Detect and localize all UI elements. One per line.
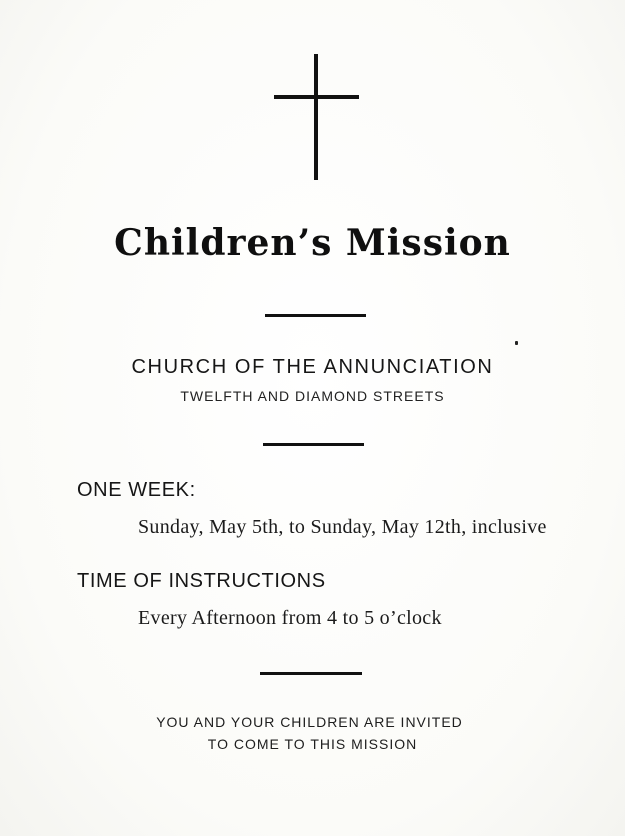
week-heading: ONE WEEK: (77, 479, 196, 501)
cross-vertical-bar (314, 54, 318, 180)
church-address: TWELFTH AND DIAMOND STREETS (180, 388, 445, 404)
church-name: CHURCH OF THE ANNUNCIATION (131, 356, 494, 378)
divider-rule (263, 443, 364, 446)
divider-rule (265, 314, 366, 317)
invitation-line-2: TO COME TO THIS MISSION (207, 736, 418, 752)
divider-rule (260, 672, 362, 675)
time-detail: Every Afternoon from 4 to 5 o’clock (138, 607, 442, 629)
week-detail: Sunday, May 5th, to Sunday, May 12th, inclusive (138, 516, 547, 538)
flyer-title: Children’s Mission (114, 222, 511, 264)
invitation-line-1: YOU AND YOUR CHILDREN ARE INVITED (156, 714, 463, 730)
cross-horizontal-bar (274, 95, 359, 99)
time-heading: TIME OF INSTRUCTIONS (77, 570, 326, 592)
print-speck (515, 341, 518, 345)
